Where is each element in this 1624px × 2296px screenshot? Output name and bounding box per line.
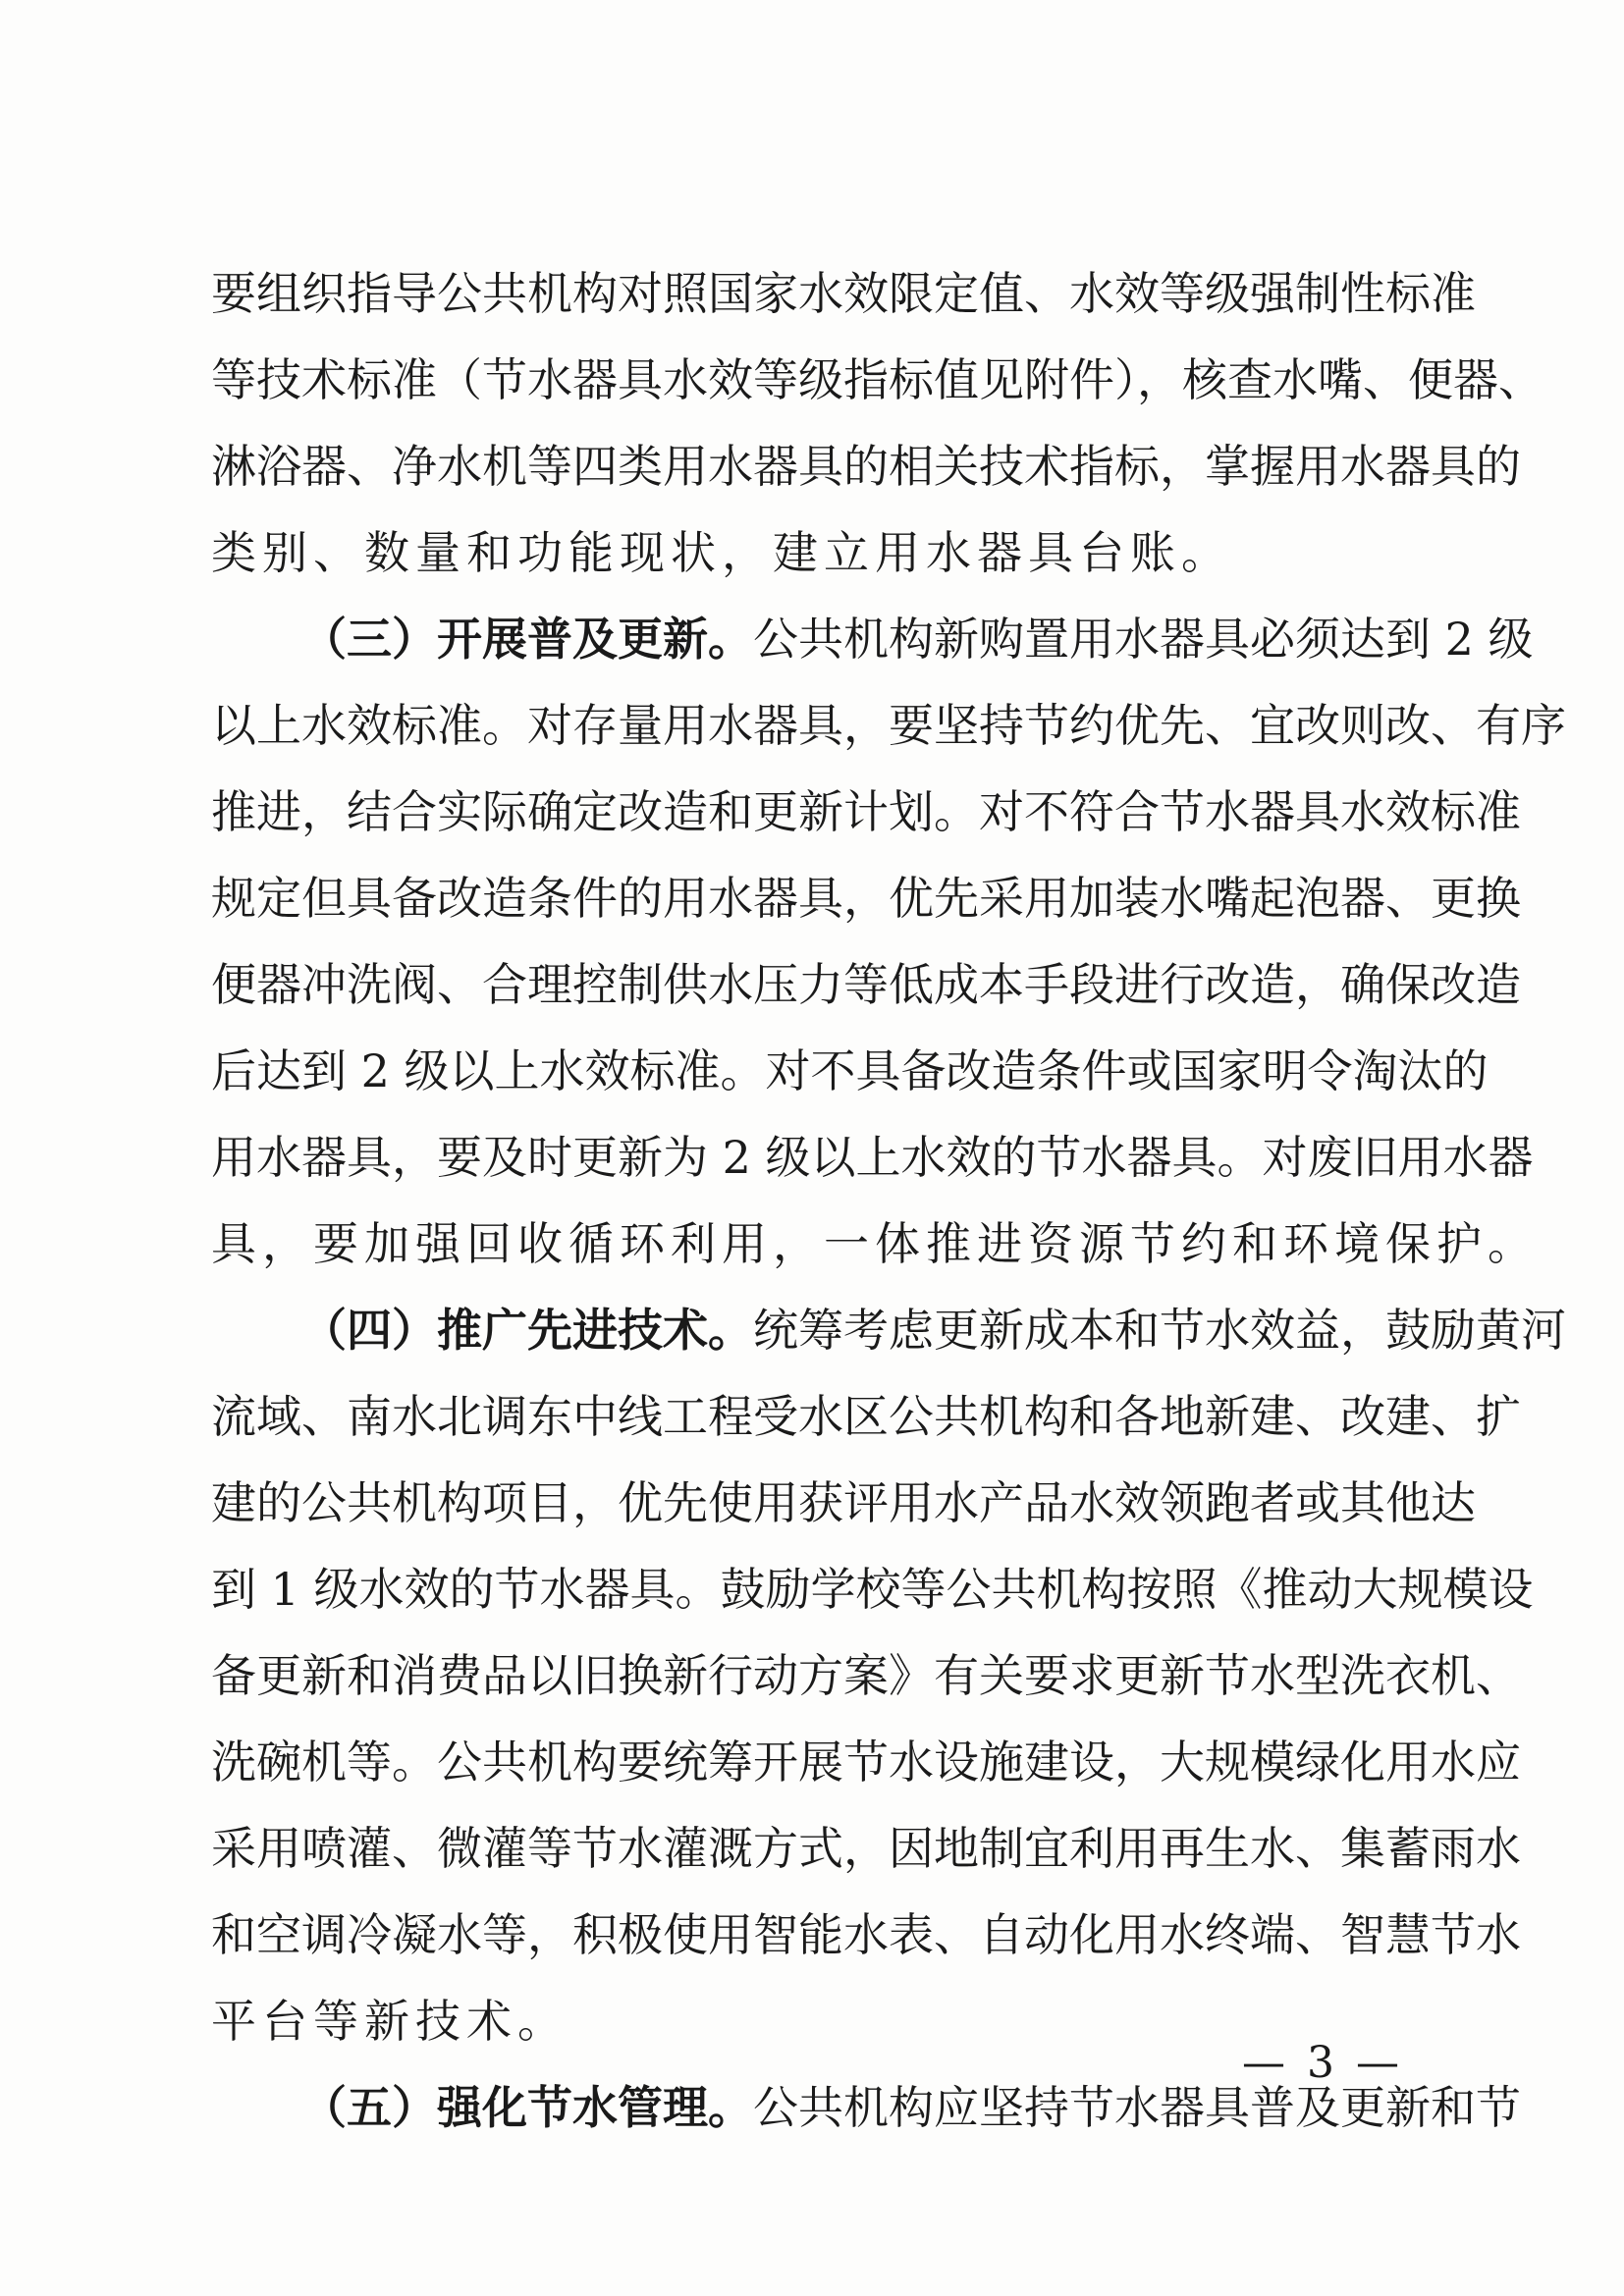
text-line: 和空调冷凝水等，积极使用智能水表、自动化用水终端、智慧节水 [211, 1908, 1521, 1961]
page-number: — 3 — [1242, 2038, 1403, 2088]
text-line: 洗碗机等。公共机构要统筹开展节水设施建设，大规模绿化用水应 [211, 1735, 1521, 1789]
text-line: 规定但具备改造条件的用水器具，优先采用加装水嘴起泡器、更换 [211, 872, 1521, 925]
text-line: 推进，结合实际确定改造和更新计划。对不符合节水器具水效标准 [211, 785, 1521, 838]
text-line: 后达到 2 级以上水效标准。对不具备改造条件或国家明令淘汰的 [211, 1044, 1489, 1097]
text-line: 要组织指导公共机构对照国家水效限定值、水效等级强制性标准 [211, 267, 1476, 320]
text-line [211, 596, 1534, 682]
text-run: 公共机构应坚持节水器具普及更新和节 [753, 2081, 1521, 2134]
section-heading: （五）强化节水管理。 [301, 2081, 753, 2134]
text-line: 到 1 级水效的节水器具。鼓励学校等公共机构按照《推动大规模设 [211, 1563, 1534, 1616]
text-line: 平台等新技术。 [211, 1995, 568, 2048]
text-line: 采用喷灌、微灌等节水灌溉方式，因地制宜利用再生水、集蓄雨水 [211, 1822, 1521, 1875]
text-line: 具，要加强回收循环利用，一体推进资源节约和环境保护。 [211, 1217, 1539, 1270]
text-line: 用水器具，要及时更新为 2 级以上水效的节水器具。对废旧用水器 [211, 1131, 1534, 1184]
text-line: 建的公共机构项目，优先使用获评用水产品水效领跑者或其他达 [211, 1476, 1476, 1529]
text-line: 淋浴器、净水机等四类用水器具的相关技术指标，掌握用水器具的 [211, 440, 1521, 493]
body-text [211, 250, 1566, 2151]
text-line: 备更新和消费品以旧换新行动方案》有关要求更新节水型洗衣机、 [211, 1649, 1521, 1702]
section-heading: （三）开展普及更新。 [301, 613, 753, 666]
section-heading: （四）推广先进技术。 [301, 1304, 753, 1357]
text-line [211, 1287, 1566, 1373]
text-line: 等技术标准（节水器具水效等级指标值见附件），核查水嘴、便器、 [211, 353, 1543, 406]
text-line: 流域、南水北调东中线工程受水区公共机构和各地新建、改建、扩 [211, 1390, 1521, 1443]
text-run: 公共机构新购置用水器具必须达到 2 级 [753, 613, 1534, 666]
text-line: 便器冲洗阀、合理控制供水压力等低成本手段进行改造，确保改造 [211, 958, 1521, 1011]
text-line: 类别、数量和功能现状，建立用水器具台账。 [211, 526, 1232, 579]
text-run: 统筹考虑更新成本和节水效益，鼓励黄河 [753, 1304, 1566, 1357]
text-line: 以上水效标准。对存量用水器具，要坚持节约优先、宜改则改、有序 [211, 699, 1566, 752]
